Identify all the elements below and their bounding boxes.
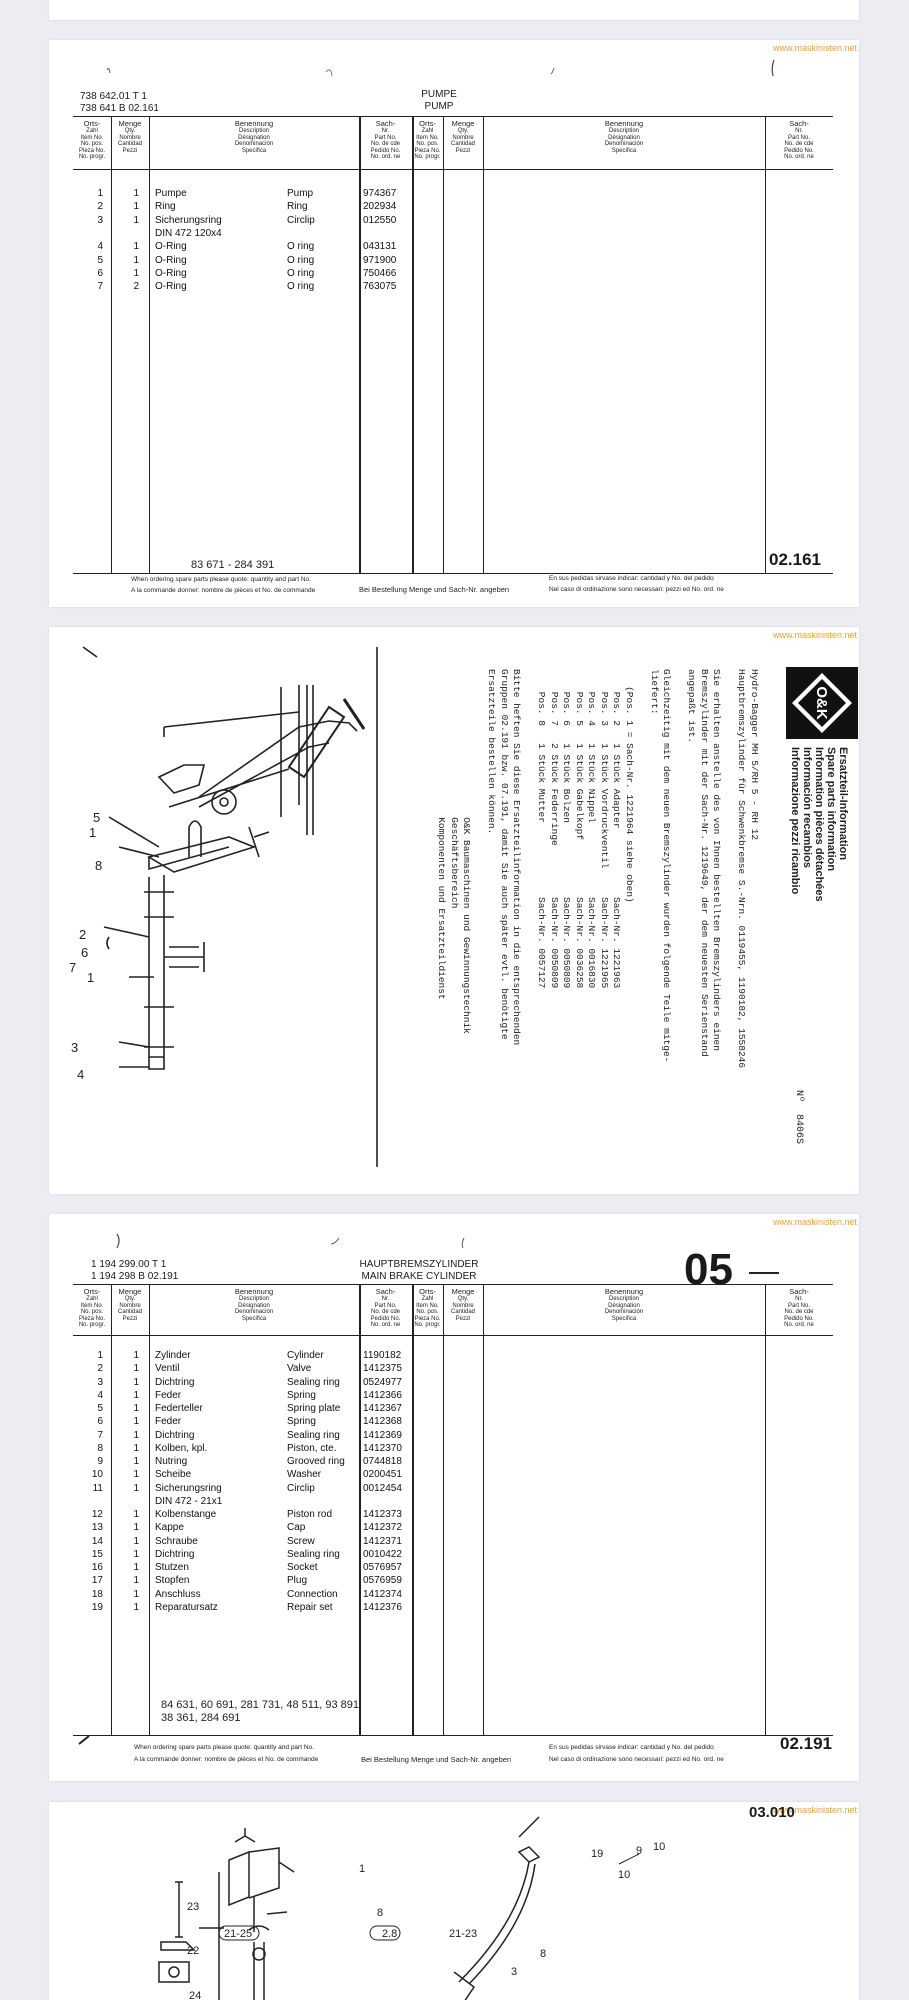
quantity: 1 (133, 1535, 139, 1547)
description-de: Dichtring (155, 1429, 195, 1441)
item-number: 7 (97, 281, 103, 293)
part-number: 1412367 (363, 1403, 402, 1414)
col-header-qty: Menge Qty. Nombre Cantidad Pezzi (450, 1287, 476, 1322)
parts-page-drawing-03010 (49, 1802, 859, 2000)
description-de: DIN 472 120x4 (155, 227, 222, 239)
description-de: Federteller (155, 1403, 203, 1414)
footer-fr: A la commande donner: nombre de pièces et No. de commande (134, 1756, 319, 1763)
col-header-qty: Menge Qty. Nombre Cantidad Pezzi (117, 119, 143, 154)
callout-label: 8 (377, 1907, 384, 1919)
quantity: 1 (133, 1562, 139, 1573)
col-header-item: Orts- Zahl Item No. No. pos. Pieza No. No. progr. (414, 119, 441, 161)
description-en: Sealing ring (287, 1376, 340, 1388)
quantity: 1 (133, 1601, 139, 1613)
part-number: 1412372 (363, 1522, 402, 1534)
quantity: 1 (133, 1575, 139, 1587)
part-number: 0576957 (363, 1562, 402, 1573)
group-code: 738 641 B 02.161 (80, 103, 159, 114)
footer-de: Bei Bestellung Menge und Sach-Nr. angeben (361, 1755, 512, 1764)
callout-label: 3 (71, 1040, 79, 1055)
watermark: www.maskinisten.net (772, 630, 857, 640)
part-number: 1412371 (363, 1535, 402, 1547)
footer-en: When ordering spare parts please quote: quantity and part No. (134, 1744, 314, 1751)
quantity: 1 (133, 1363, 139, 1375)
parts-page-main-brake-cylinder (49, 1214, 859, 1781)
footer-de: Bei Bestellung Menge und Sach-Nr. angeben (359, 585, 510, 594)
callout-label: 1 (87, 970, 95, 985)
item-number: 3 (97, 1376, 103, 1388)
description-de: Reparatursatz (155, 1601, 218, 1613)
item-number: 6 (97, 1416, 103, 1428)
item-number: 8 (97, 1442, 103, 1454)
col-header-description: Benennung Description Désignation Denominación Specifica (234, 119, 274, 154)
quantity: 1 (133, 214, 139, 226)
description-en: Valve (287, 1363, 312, 1375)
quantity: 1 (133, 1482, 139, 1494)
callout-label: 22 (187, 1945, 200, 1957)
item-number: 11 (92, 1482, 103, 1494)
part-number: 0524977 (363, 1376, 402, 1388)
quantity: 1 (133, 1376, 139, 1388)
item-number: 12 (91, 1509, 103, 1520)
quantity: 1 (133, 1522, 139, 1534)
page-number: 02.191 (780, 1734, 832, 1753)
description-en: Circlip (287, 214, 315, 226)
model-refs: 83 671 - 284 391 (191, 559, 275, 571)
part-number: 1412369 (363, 1429, 402, 1441)
quantity: 1 (133, 1350, 139, 1361)
item-number: 5 (97, 1403, 103, 1414)
description-en: O ring (287, 241, 315, 253)
description-de: O-Ring (155, 281, 187, 293)
description-de: Nutring (155, 1456, 188, 1467)
item-number: 13 (91, 1522, 103, 1534)
item-number: 1 (97, 1350, 103, 1361)
page-number: 03.010 (749, 1804, 795, 1821)
parts-page-pump (49, 40, 859, 607)
item-number: 16 (91, 1562, 103, 1573)
page-title-de: PUMPE (421, 89, 457, 100)
part-number: 1412373 (363, 1509, 402, 1520)
item-number: 14 (91, 1535, 103, 1547)
watermark: www.maskinisten.net (772, 1805, 857, 1815)
callout-label: 19 (591, 1848, 604, 1860)
part-number: 012550 (363, 214, 397, 226)
brand-text: O&K (813, 686, 830, 720)
description-de: O-Ring (155, 254, 187, 266)
info-body: Hydro-Bagger MH 5/RH 5 - RH 12 Hauptbremszylinder für Schwenkbremse S.-Nrn. 0119455, 1190182, 1558246 Sie erhalten anstelle des von Ihnen bestellten Bremszylinders einen Bremszylinder mit der Sach-Nr. 1219649, der dem neuesten Serienstand angepaßt ist. Gleichzeitig mit dem neuen Bremszylinder wurden folgende Teile mitge- liefert: (Pos. 1 = Sach-Nr. 1221964 siehe oben) Pos. 2 1 Stück Adapter Sach-Nr. 1221963 Pos. 3 1 Stück Vordruckventil Sach-Nr. 1221965 Pos. 4 1 Stück Nippel Sach-Nr. 0016830 Pos. 5 1 Stück Gabelkopf Sach-Nr. 0036258 Pos. 6 1 Stück Bolzen Sach-Nr. 0050809 Pos. 7 2 Stück Federringe Sach-Nr. 0050809 Pos. 8 1 Stück Mutter Sach-Nr. 0057127 Bitte heften Sie diese Ersatzteilinformation in die entsprechenden Gruppen 02.191 bzw. 07.191, damit Sie auch später evtl. benötigte Ersatzteile bestellen können. O&K Baumaschinen und Gewinnungstechnik Geschäftsbereich Komponenten und Ersatzteildienst (436, 669, 760, 1069)
callout-label: 7 (69, 960, 77, 975)
footer-fr: A la commande donner: nombre de pièces et No. de commande (131, 587, 316, 594)
description-en: Cap (287, 1522, 306, 1534)
callout-label: 8 (95, 858, 103, 873)
item-number: 19 (91, 1601, 103, 1613)
description-en: Spring plate (287, 1403, 341, 1414)
part-number: 0576959 (363, 1575, 402, 1587)
description-en: Piston, cte. (287, 1442, 337, 1454)
quantity: 1 (133, 1456, 139, 1467)
description-de: Sicherungsring (155, 1482, 222, 1494)
callout-label: 2 (79, 927, 87, 942)
col-header-part-no: Sach- Nr. Part No. No. de cde Pedido No. No. ord. ne (370, 119, 401, 161)
description-de: O-Ring (155, 241, 187, 253)
part-number: 0744818 (363, 1456, 402, 1467)
callout-label: 4 (77, 1067, 85, 1082)
col-header-item: Orts- Zahl Item No. No. pos. Pieza No. No. progr. (78, 119, 106, 161)
callout-label: 21-23 (449, 1928, 478, 1940)
description-en: Sealing ring (287, 1548, 340, 1560)
description-de: Kolbenstange (155, 1509, 217, 1520)
description-en: O ring (287, 281, 315, 293)
col-header-description: Benennung Description Désignation Denominación Specifica (604, 119, 644, 154)
footer-es: En sus pedidas sirvase indicar: cantidad y No. del pedido (549, 575, 714, 582)
part-number: 0200451 (363, 1469, 402, 1481)
item-number: 17 (91, 1575, 103, 1587)
item-number: 15 (91, 1548, 103, 1560)
ok-logo-icon (786, 667, 858, 739)
quantity: 1 (133, 1509, 139, 1520)
callout-label: 10 (618, 1869, 631, 1881)
quantity: 1 (133, 201, 139, 213)
quantity: 1 (133, 1469, 139, 1481)
part-number: 1412370 (363, 1442, 402, 1454)
callout-label: 24 (189, 1990, 202, 2000)
model-refs: 38 361, 284 691 (161, 1712, 241, 1724)
col-header-part-no: Sach- Nr. Part No. No. de cde Pedido No. No. ord. ne (784, 1287, 814, 1329)
info-heading: Ersatzteil-Information Spare parts information Information pièces détachées Información recambios Informazione pezzi ricambio (789, 747, 849, 902)
item-number: 6 (97, 267, 103, 279)
description-de: DIN 472 - 21x1 (155, 1495, 223, 1507)
description-en: Spring (287, 1389, 316, 1401)
description-de: Stutzen (155, 1562, 189, 1573)
watermark: www.maskinisten.net (772, 1217, 857, 1227)
description-de: Stopfen (155, 1575, 190, 1587)
description-en: Circlip (287, 1482, 315, 1494)
col-header-part-no: Sach- Nr. Part No. No. de cde Pedido No. No. ord. ne (784, 119, 814, 161)
col-header-description: Benennung Description Désignation Denominación Specifica (604, 1287, 644, 1322)
parts-table (73, 116, 833, 574)
item-number: 2 (97, 1363, 103, 1375)
item-number: 5 (97, 254, 103, 266)
description-en: Cylinder (287, 1350, 324, 1361)
part-number: 0012454 (363, 1482, 402, 1494)
part-number: 1412368 (363, 1416, 402, 1428)
parts-drawing (49, 1802, 859, 2000)
description-de: Schraube (155, 1535, 198, 1547)
part-number: 971900 (363, 254, 397, 266)
description-de: Sicherungsring (155, 214, 222, 226)
description-de: Feder (155, 1416, 182, 1428)
description-en: Ring (287, 201, 308, 213)
part-number: 0010422 (363, 1548, 402, 1560)
col-header-qty: Menge Qty. Nombre Cantidad Pezzi (117, 1287, 143, 1322)
quantity: 1 (133, 1389, 139, 1401)
page-title-en: MAIN BRAKE CYLINDER (361, 1271, 477, 1282)
watermark: www.maskinisten.net (772, 43, 857, 53)
quantity: 1 (133, 241, 139, 253)
part-number: 1190182 (363, 1350, 402, 1361)
part-number: 043131 (363, 241, 397, 253)
quantity: 1 (133, 1403, 139, 1414)
callout-label: 3 (511, 1966, 518, 1978)
item-number: 18 (91, 1588, 103, 1600)
section-number: 05 (684, 1245, 733, 1294)
quantity: 1 (133, 267, 139, 279)
item-number: 1 (97, 188, 103, 199)
footer-en: When ordering spare parts please quote: quantity and part No. (131, 576, 311, 583)
callout-label: 9 (636, 1845, 643, 1857)
description-de: Dichtring (155, 1548, 195, 1560)
spare-parts-information-page (49, 627, 859, 1194)
item-number: 2 (97, 201, 103, 213)
col-header-item: Orts- Zahl Item No. No. pos. Pieza No. No. progr. (414, 1287, 441, 1329)
page-fragment-top (49, 0, 859, 20)
quantity: 1 (133, 1416, 139, 1428)
description-de: O-Ring (155, 267, 187, 279)
description-en: Grooved ring (287, 1456, 345, 1467)
description-de: Feder (155, 1389, 182, 1401)
part-number: 763075 (363, 281, 397, 293)
footer-it: Nel caso di ordinazione sono necessari: pezzi ed No. ord. ne (549, 1756, 724, 1763)
description-de: Scheibe (155, 1469, 192, 1481)
description-en: Repair set (287, 1601, 333, 1613)
item-number: 4 (97, 241, 103, 253)
description-en: Piston rod (287, 1509, 333, 1520)
drawing-code: 1 194 299.00 T 1 (91, 1259, 167, 1270)
info-number: Nº 8406S (793, 1090, 804, 1145)
col-header-item: Orts- Zahl Item No. No. pos. Pieza No. No. progr. (78, 1287, 106, 1329)
callout-label: 10 (653, 1841, 666, 1853)
quantity: 1 (133, 254, 139, 266)
description-en: Socket (287, 1562, 318, 1573)
item-number: 9 (97, 1456, 103, 1467)
callout-label: 2.8 (382, 1928, 398, 1940)
part-number: 202934 (363, 201, 397, 213)
description-de: Dichtring (155, 1376, 195, 1388)
quantity: 1 (133, 1588, 139, 1600)
description-en: Plug (287, 1575, 308, 1587)
description-en: Spring (287, 1416, 316, 1428)
description-en: Pump (287, 188, 314, 199)
page-number: 02.161 (769, 550, 821, 569)
quantity: 1 (133, 1429, 139, 1441)
footer-it: Nel caso di ordinazione sono necessari: pezzi ed No. ord. ne (549, 586, 724, 593)
item-number: 10 (91, 1469, 103, 1481)
brake-pedal-drawing (49, 627, 479, 1194)
drawing-code: 738 642.01 T 1 (80, 91, 147, 102)
part-number: 1412375 (363, 1363, 402, 1375)
description-en: O ring (287, 267, 315, 279)
model-refs: 84 631, 60 691, 281 731, 48 511, 93 891, (161, 1699, 363, 1711)
description-de: Ventil (155, 1363, 180, 1375)
part-number: 1412374 (363, 1588, 402, 1600)
quantity: 1 (133, 1442, 139, 1454)
col-header-qty: Menge Qty. Nombre Cantidad Pezzi (450, 119, 476, 154)
part-number: 974367 (363, 188, 397, 199)
part-number: 1412366 (363, 1389, 402, 1401)
page-title-de: HAUPTBREMSZYLINDER (359, 1259, 479, 1270)
part-number: 750466 (363, 267, 397, 279)
callout-label: 23 (187, 1901, 200, 1913)
item-number: 4 (97, 1389, 103, 1401)
callout-label: 1 (89, 825, 97, 840)
callout-label: 6 (81, 945, 89, 960)
col-header-part-no: Sach- Nr. Part No. No. de cde Pedido No. No. ord. ne (370, 1287, 401, 1329)
quantity: 1 (133, 188, 139, 199)
quantity: 2 (133, 281, 139, 293)
item-number: 7 (97, 1429, 103, 1441)
description-en: Washer (287, 1469, 322, 1481)
description-de: Zylinder (155, 1350, 191, 1361)
group-code: 1 194 298 B 02.191 (91, 1271, 179, 1282)
description-de: Ring (155, 201, 176, 213)
page-title-en: PUMP (424, 101, 454, 112)
item-number: 3 (97, 214, 103, 226)
scan-specks (49, 40, 859, 120)
description-de: Kappe (155, 1522, 184, 1534)
description-en: Connection (287, 1588, 338, 1600)
description-de: Kolben, kpl. (155, 1442, 208, 1454)
callout-label: 5 (93, 810, 101, 825)
footer-es: En sus pedidas sirvase indicar: cantidad y No. del pedido (549, 1744, 714, 1751)
description-de: Pumpe (155, 188, 187, 199)
description-en: Sealing ring (287, 1429, 340, 1441)
description-en: Screw (287, 1535, 315, 1547)
callout-label: 8 (540, 1948, 547, 1960)
col-header-description: Benennung Description Désignation Denominación Specifica (234, 1287, 274, 1322)
part-number: 1412376 (363, 1601, 402, 1613)
description-de: Anschluss (155, 1588, 201, 1600)
callout-label: 21-25 (224, 1928, 253, 1940)
quantity: 1 (133, 1548, 139, 1560)
description-en: O ring (287, 254, 315, 266)
callout-label: 1 (359, 1863, 366, 1875)
